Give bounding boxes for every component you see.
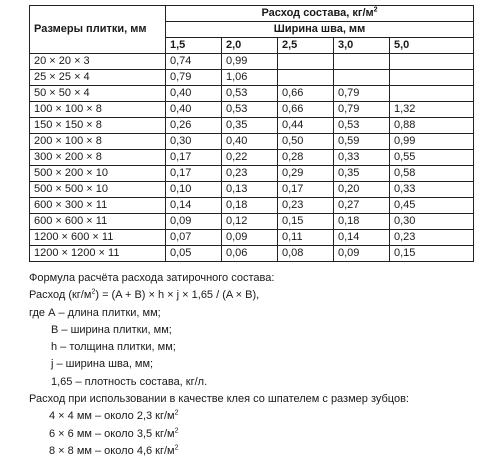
consumption-cell: 0,10 — [166, 182, 222, 198]
consumption-cell: 0,07 — [166, 230, 222, 246]
consumption-cell: 0,33 — [390, 182, 474, 198]
joint-width-2: 2,5 — [278, 38, 334, 54]
consumption-cell: 0,99 — [222, 54, 278, 70]
tile-size-cell: 25 × 25 × 4 — [30, 70, 166, 86]
formula-h-definition: h – толщина плитки, мм; — [51, 341, 176, 354]
adhesive-intro: Расход при использовании в качестве клея со шпателем с размер зубцов: — [29, 393, 409, 406]
consumption-cell: 0,40 — [166, 86, 222, 102]
consumption-cell: 0,59 — [334, 134, 390, 150]
tile-size-cell: 100 × 100 × 8 — [30, 102, 166, 118]
formula-where: где А – длина плитки, мм; — [29, 306, 161, 319]
consumption-cell: 0,11 — [278, 230, 334, 246]
table-row — [30, 198, 474, 214]
formula-j-definition: j – ширина шва, мм; — [51, 358, 154, 371]
adhesive-item: 4 × 4 мм – около 2,3 $кг/м^2$ — [49, 409, 179, 423]
consumption-cell: 0,09 — [166, 214, 222, 230]
consumption-cell: 0,55 — [390, 150, 474, 166]
consumption-cell: 0,17 — [166, 150, 222, 166]
consumption-cell — [390, 70, 474, 86]
consumption-cell: 0,79 — [334, 86, 390, 102]
joint-width-header: Ширина шва, мм — [166, 22, 474, 38]
table-row — [30, 246, 474, 262]
consumption-cell: 0,30 — [166, 134, 222, 150]
consumption-cell: 0,15 — [390, 246, 474, 262]
consumption-cell: 0,33 — [334, 150, 390, 166]
consumption-cell: 0,23 — [278, 198, 334, 214]
consumption-cell: 0,35 — [222, 118, 278, 134]
tile-size-cell: 200 × 100 × 8 — [30, 134, 166, 150]
consumption-cell: 0,40 — [166, 102, 222, 118]
consumption-cell: 0,44 — [278, 118, 334, 134]
formula-section — [29, 270, 489, 460]
table-row — [30, 182, 474, 198]
joint-width-0: 1,5 — [166, 38, 222, 54]
consumption-cell — [390, 54, 474, 70]
tile-size-cell: 500 × 200 × 10 — [30, 166, 166, 182]
consumption-cell: 0,45 — [390, 198, 474, 214]
consumption-cell: 0,06 — [222, 246, 278, 262]
consumption-cell: 0,40 — [222, 134, 278, 150]
consumption-cell: 0,17 — [166, 166, 222, 182]
tile-size-cell: 1200 × 600 × 11 — [30, 230, 166, 246]
formula-b-definition: В – ширина плитки, мм; — [51, 323, 172, 336]
table-row — [30, 54, 474, 70]
consumption-cell: 0,35 — [334, 166, 390, 182]
consumption-cell: 0,05 — [166, 246, 222, 262]
consumption-header: Расход состава, $кг/м^2$ — [166, 6, 474, 22]
consumption-cell: 0,12 — [222, 214, 278, 230]
adhesive-list — [29, 408, 489, 460]
consumption-cell: 0,53 — [222, 86, 278, 102]
consumption-cell: 0,13 — [222, 182, 278, 198]
adhesive-item: 8 × 8 мм – около 4,6 $кг/м^2$ — [49, 444, 179, 457]
consumption-cell: 0,50 — [278, 134, 334, 150]
joint-width-1: 2,0 — [222, 38, 278, 54]
consumption-cell: 1,32 — [390, 102, 474, 118]
consumption-cell: 0,74 — [166, 54, 222, 70]
tile-size-cell: 600 × 300 × 11 — [30, 198, 166, 214]
consumption-cell: 0,14 — [166, 198, 222, 214]
formula-density: 1,65 – плотность состава, кг/л. — [51, 375, 208, 388]
tile-size-cell: 1200 × 1200 × 11 — [30, 246, 166, 262]
consumption-cell: 0,30 — [390, 214, 474, 230]
tile-size-cell: 150 × 150 × 8 — [30, 118, 166, 134]
consumption-cell: 0,18 — [334, 214, 390, 230]
tile-size-header: Размеры плитки, мм — [30, 6, 166, 54]
table-row — [30, 150, 474, 166]
consumption-cell: 0,66 — [278, 86, 334, 102]
formula-expression: Расход $(кг/м^2) = (A + B) \times h \times j \times 1,65 / (A \times B)$, — [29, 288, 260, 302]
consumption-cell — [278, 70, 334, 86]
table-row — [30, 166, 474, 182]
consumption-cell: 0,22 — [222, 150, 278, 166]
consumption-cell: 0,28 — [278, 150, 334, 166]
tile-size-cell: 20 × 20 × 3 — [30, 54, 166, 70]
consumption-cell: 0,27 — [334, 198, 390, 214]
joint-width-3: 3,0 — [334, 38, 390, 54]
consumption-cell: 0,17 — [278, 182, 334, 198]
consumption-cell: 0,23 — [390, 230, 474, 246]
consumption-cell — [334, 70, 390, 86]
consumption-cell: 0,14 — [334, 230, 390, 246]
consumption-cell: 0,18 — [222, 198, 278, 214]
consumption-cell: 0,29 — [278, 166, 334, 182]
consumption-cell: 0,09 — [222, 230, 278, 246]
consumption-cell — [334, 54, 390, 70]
consumption-cell: 0,15 — [278, 214, 334, 230]
table-row — [30, 134, 474, 150]
consumption-cell — [390, 86, 474, 102]
consumption-cell: 0,79 — [334, 102, 390, 118]
consumption-cell: 0,99 — [390, 134, 474, 150]
tile-size-cell: 300 × 200 × 8 — [30, 150, 166, 166]
table-row — [30, 118, 474, 134]
consumption-cell — [278, 54, 334, 70]
consumption-cell: 0,20 — [334, 182, 390, 198]
table-row — [30, 214, 474, 230]
table-row — [30, 70, 474, 86]
grout-consumption-table — [29, 5, 474, 262]
table-row — [30, 86, 474, 102]
consumption-cell: 0,53 — [222, 102, 278, 118]
consumption-cell: 0,26 — [166, 118, 222, 134]
table-row — [30, 230, 474, 246]
tile-size-cell: 600 × 600 × 11 — [30, 214, 166, 230]
consumption-cell: 0,79 — [166, 70, 222, 86]
consumption-cell: 0,09 — [334, 246, 390, 262]
joint-width-4: 5,0 — [390, 38, 474, 54]
consumption-cell: 0,58 — [390, 166, 474, 182]
consumption-cell: 0,23 — [222, 166, 278, 182]
consumption-cell: 1,06 — [222, 70, 278, 86]
consumption-cell: 0,08 — [278, 246, 334, 262]
consumption-cell: 0,66 — [278, 102, 334, 118]
consumption-cell: 0,88 — [390, 118, 474, 134]
formula-intro: Формула расчёта расхода затирочного состава: — [29, 272, 275, 284]
tile-size-cell: 50 × 50 × 4 — [30, 86, 166, 102]
tile-size-cell: 500 × 500 × 10 — [30, 182, 166, 198]
table-row — [30, 102, 474, 118]
table-body — [30, 54, 474, 262]
adhesive-item: 6 × 6 мм – около 3,5 $кг/м^2$ — [49, 427, 179, 440]
consumption-cell: 0,53 — [334, 118, 390, 134]
